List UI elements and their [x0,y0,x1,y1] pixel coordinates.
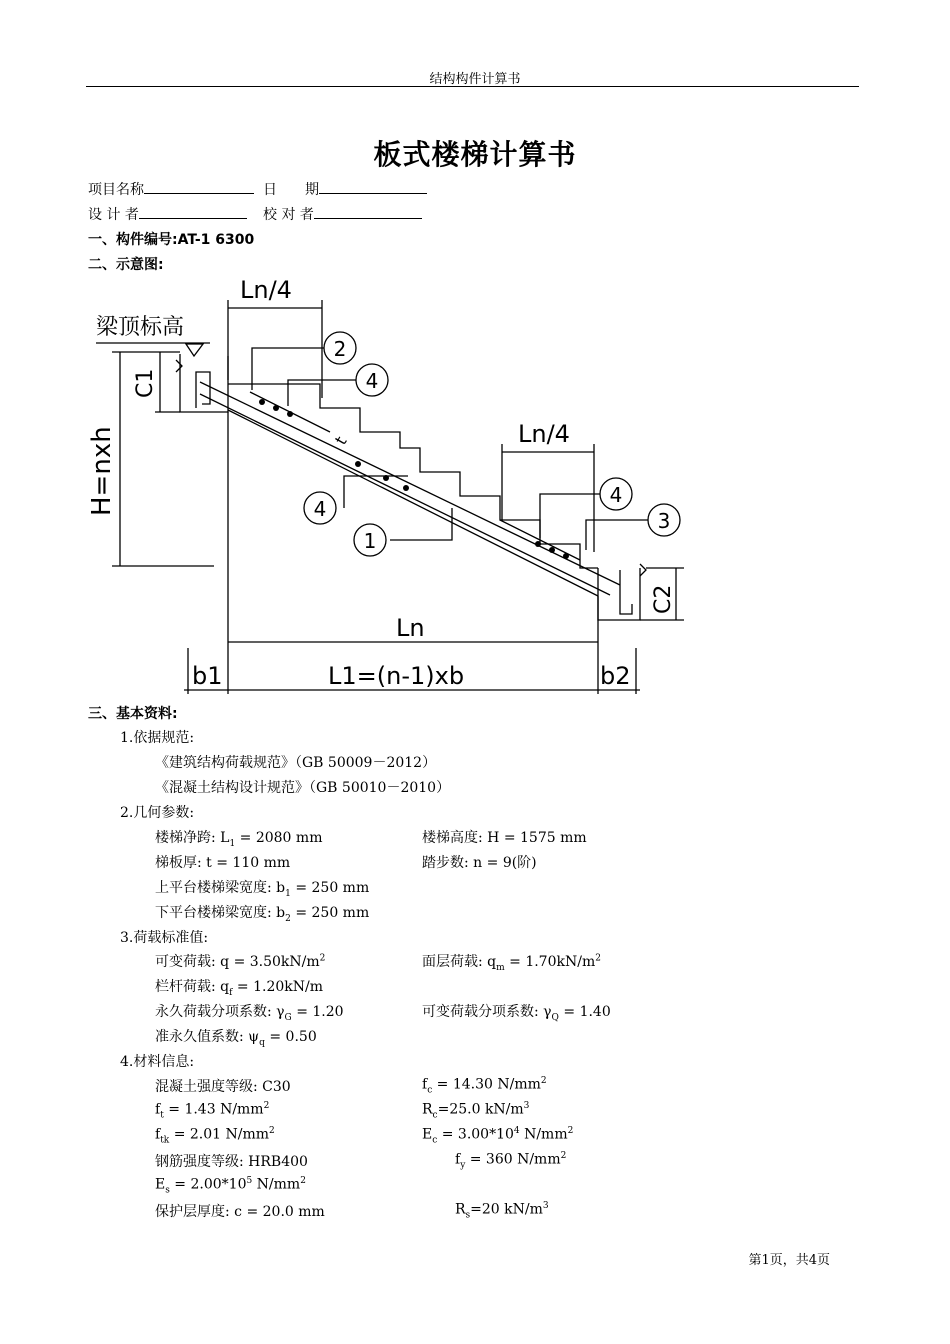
code-concrete: 《混凝土结构设计规范》（GB 50010－2010） [155,780,451,796]
header-rule [86,86,859,87]
b2-label: b2 [600,662,631,690]
geom-stair-height: 楼梯高度: H = 1575 mm [422,830,587,846]
date-blank [319,179,427,194]
beam-top-label: 梁顶标高 [96,315,185,340]
date-field [263,179,427,199]
load-live-factor: 可变荷载分项系数: $\gamma_Q = 1.40$ [422,1004,611,1023]
checker-field [263,204,422,224]
mat-rc: $R_c=25.0$ $kN/m^3$ [422,1101,530,1121]
lower-break-mark [640,564,646,576]
running-header: 结构构件计算书 [429,72,521,87]
marker-2-label: 2 [333,337,347,361]
page-title: 板式楼梯计算书 [373,138,577,171]
mat-ftk: $f_{tk} = 2.01$ $N/mm^2$ [155,1126,275,1146]
date-label: 日 期 [263,182,319,198]
geom-slab-thickness: 梯板厚: t = 110 mm [155,855,291,871]
leader-3 [586,520,648,550]
c2-label: C2 [651,584,676,614]
marker-4-right-label: 4 [609,483,623,507]
designer-field [88,204,247,224]
designer-blank [139,204,247,219]
ln-label: Ln [396,614,425,642]
elevation-triangle-symbol [186,344,203,356]
code-load: 《建筑结构荷载规范》（GB 50009－2012） [155,755,437,771]
h-label: H=nxh [87,426,117,516]
upper-beam-outline [180,354,228,412]
ln4-left-label: Ln/4 [240,276,292,304]
marker-4-upper-label: 4 [365,369,379,393]
mat-fy: $f_y = 360$ $N/mm^2$ [455,1151,567,1171]
lower-beam-outline [598,568,640,620]
mat-es: $E_s = 2.00*10^5$ $N/mm^2$ [155,1176,306,1196]
load-quasi-permanent: 准永久值系数: $\psi_q = 0.50$ [155,1029,317,1048]
marker-4-left-label: 4 [313,497,327,521]
item-codes-heading: 1.依据规范: [120,730,195,746]
upper-hook-rebar [196,372,210,408]
geom-lower-beam-width: 下平台楼梯梁宽度: $b_2 = 250$ mm [155,905,370,924]
stair-diagram [80,270,700,700]
mat-rs: $R_s=20$ $kN/m^3$ [455,1201,549,1221]
geom-clear-span: 楼梯净跨: $L_1 = 2080$ mm [155,830,323,849]
page-number: 第1页，共4页 [748,1253,830,1268]
mat-ft: $f_t = 1.43$ $N/mm^2$ [155,1101,270,1121]
mat-fc: $f_c = 14.30$ $N/mm^2$ [422,1076,547,1096]
upper-break-mark [176,360,182,372]
ln4-right-label: Ln/4 [518,420,570,448]
leader-4-right [540,494,600,538]
b1-label: b1 [192,662,223,690]
item-geometry-heading: 2.几何参数: [120,805,195,821]
checker-blank [314,204,422,219]
project-name-blank [144,179,254,194]
project-name-label: 项目名称 [88,182,144,198]
mat-concrete-grade: 混凝土强度等级: C30 [155,1079,291,1095]
geom-upper-beam-width: 上平台楼梯梁宽度: $b_1 = 250$ mm [155,880,370,899]
section-3-basic-info-heading: 三、基本资料: [88,706,178,722]
mat-ec: $E_c = 3.00*10^4$ $N/mm^2$ [422,1126,574,1146]
lower-hook-rebar [620,570,632,614]
mat-rebar-grade: 钢筋强度等级: HRB400 [155,1154,308,1170]
l1-label: L1=(n-1)xb [328,662,465,690]
item-materials-heading: 4.材料信息: [120,1054,195,1070]
checker-label: 校 对 者 [263,207,314,223]
load-railing: 栏杆荷载: $q_f = 1.20kN/m$ [155,979,324,998]
designer-label: 设 计 者 [88,207,139,223]
geom-step-count: 踏步数: n = 9(阶) [422,855,537,871]
item-loads-heading: 3.荷载标准值: [120,930,209,946]
marker-1-label: 1 [363,529,377,553]
mat-cover: 保护层厚度: c = 20.0 mm [155,1204,325,1220]
load-finish: 面层荷载: $q_m = 1.70kN/m^2$ [422,953,601,973]
marker-3-label: 3 [657,509,671,533]
c1-label: C1 [133,368,158,398]
slab-top-line [200,382,620,585]
section-1-component-id: 一、构件编号:AT-1 6300 [88,232,255,248]
thickness-label: t [331,433,351,448]
section-2-diagram-heading: 二、示意图: [88,257,164,273]
project-name-field [88,179,254,199]
load-dead-factor: 永久荷载分项系数: $\gamma_G = 1.20$ [155,1004,344,1023]
load-live: 可变荷载: $q = 3.50kN/m^2$ [155,953,326,970]
